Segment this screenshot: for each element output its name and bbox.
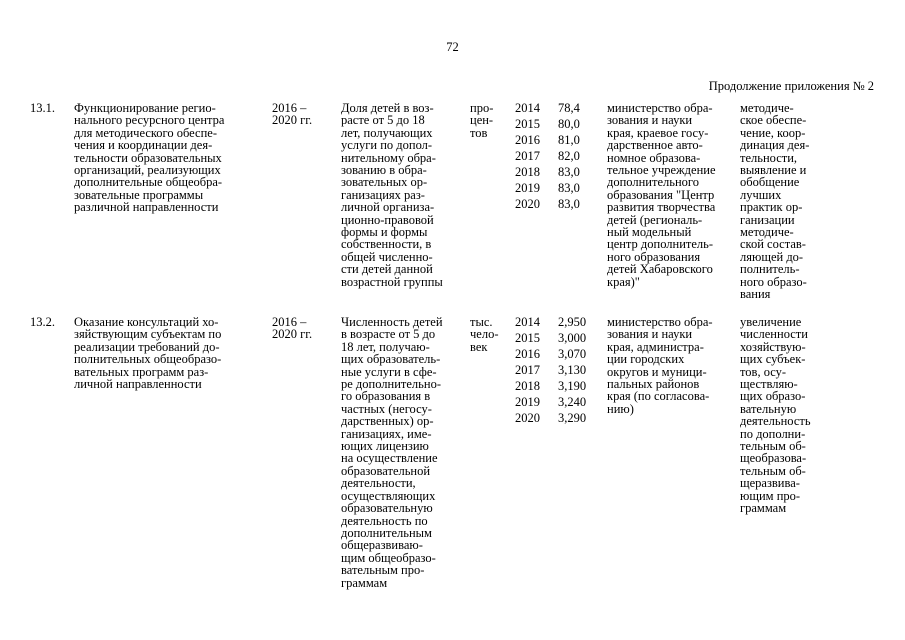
expected-result [740, 102, 840, 301]
page-number: 72 [446, 40, 459, 54]
text-line: про- [470, 101, 494, 115]
text-line: вательных программ раз- [74, 364, 209, 379]
text-line: тов [470, 125, 488, 140]
text-line: чело- [470, 327, 499, 342]
text-line: чения и координации дея- [74, 138, 213, 153]
text-line: сти детей данной [341, 262, 433, 277]
implementation-period [272, 102, 330, 127]
text-line: различной направленности [74, 200, 219, 215]
implementation-period [272, 316, 330, 341]
text-line: тельным об- [740, 439, 806, 454]
text-line: тов, осу- [740, 364, 787, 379]
text-line: 2020 гг. [272, 327, 313, 342]
responsible-executor [607, 102, 737, 288]
text-line: 2020 [515, 197, 540, 211]
text-line: практик ор- [740, 200, 803, 215]
text-line: дарственное авто- [607, 138, 703, 153]
text-line: ции городских [607, 352, 685, 367]
text-line: щим общеобразо- [341, 550, 436, 565]
text-line: края)" [607, 274, 640, 289]
text-line: образовательную [341, 501, 433, 516]
text-line: собственности, в [341, 237, 432, 252]
continuation-label: Продолжение приложения № 2 [708, 79, 874, 93]
text-line: реализации требований до- [74, 339, 220, 354]
text-line: для методического обеспе- [74, 125, 217, 140]
text-line: 2017 [515, 149, 540, 163]
text-line: зования и науки [607, 327, 693, 342]
text-line: 3,130 [558, 363, 587, 377]
text-line: щих образователь- [341, 352, 441, 367]
text-line: ганизации [740, 212, 795, 227]
text-line: 2015 [515, 117, 540, 131]
text-line: 2014 [515, 101, 540, 115]
text-line: вательным про- [341, 563, 425, 578]
text-line: 81,0 [558, 133, 580, 147]
text-line: по дополни- [740, 426, 806, 441]
text-line: деятельности, [341, 476, 416, 491]
text-line: 2017 [515, 363, 540, 377]
text-line: зяйствующим субъектам по [74, 327, 222, 342]
text-line: зования и науки [607, 113, 693, 128]
text-line: чение, коор- [740, 125, 806, 140]
measure-name [74, 316, 264, 390]
text-line: щеобразова- [740, 451, 807, 466]
text-line: 2019 [515, 395, 540, 409]
text-line: 3,070 [558, 347, 587, 361]
text-line: 2018 [515, 165, 540, 179]
text-line: лучших [740, 187, 782, 202]
indicator-name [341, 102, 461, 288]
text-line: вательную [740, 401, 797, 416]
row-number: 13.2. [30, 315, 55, 329]
text-line: в возрасте от 5 до [341, 327, 436, 342]
text-line: развития творчества [607, 200, 716, 215]
text-line: 83,0 [558, 197, 580, 211]
text-line: 2020 гг. [272, 113, 313, 128]
text-line: тельности, [740, 150, 798, 165]
text-line: края (по согласова- [607, 389, 710, 404]
text-line: 2018 [515, 379, 540, 393]
text-line: ганизациях раз- [341, 187, 425, 202]
text-line: граммам [341, 575, 388, 590]
text-line: общеразвиваю- [341, 538, 423, 553]
text-line: методиче- [740, 225, 794, 240]
text-line: граммам [740, 501, 787, 516]
text-line: увеличение [740, 315, 802, 329]
text-line: номное образова- [607, 150, 701, 165]
text-line: расте от 5 до 18 [341, 113, 425, 128]
text-line: пальных районов [607, 377, 700, 392]
row-number: 13.1. [30, 101, 55, 115]
text-line: ного образования [607, 249, 701, 264]
indicator-name [341, 316, 461, 589]
text-line: щих субъек- [740, 352, 806, 367]
text-line: личной направленности [74, 377, 202, 392]
text-line: лет, получающих [341, 125, 433, 140]
text-line: 3,240 [558, 395, 587, 409]
text-line: формы и формы [341, 225, 428, 240]
text-line: 2016 [515, 347, 540, 361]
text-line: 78,4 [558, 101, 580, 115]
text-line: дополнительные общеобра- [74, 175, 223, 190]
text-line: ющих лицензию [341, 439, 429, 454]
text-line: образовательной [341, 463, 431, 478]
text-line: 2020 [515, 411, 540, 425]
text-line: осуществляющих [341, 488, 436, 503]
unit-of-measure [470, 102, 508, 139]
text-line: общей численно- [341, 249, 433, 264]
text-line: тельным об- [740, 463, 806, 478]
text-line: 2,950 [558, 315, 587, 329]
text-line: щеразвива- [740, 476, 800, 491]
text-line: 3,000 [558, 331, 587, 345]
text-line: 2016 – [272, 315, 307, 329]
text-line: Оказание консультаций хо- [74, 315, 219, 329]
text-line: методиче- [740, 101, 794, 115]
text-line: 82,0 [558, 149, 580, 163]
text-line: Функционирование регио- [74, 101, 216, 115]
text-line: округов и муници- [607, 364, 707, 379]
text-line: деятельность по [341, 513, 428, 528]
year-list [515, 102, 551, 214]
text-line: на осуществление [341, 451, 438, 466]
text-line: министерство обра- [607, 315, 713, 329]
expected-result [740, 316, 840, 515]
text-line: ного образо- [740, 274, 807, 289]
text-line: цен- [470, 113, 494, 128]
text-line: центр дополнитель- [607, 237, 714, 252]
text-line: ской состав- [740, 237, 806, 252]
text-line: детей (региональ- [607, 212, 703, 227]
text-line: ционно-правовой [341, 212, 434, 227]
text-line: 18 лет, получаю- [341, 339, 430, 354]
text-line: ганизациях, име- [341, 426, 432, 441]
text-line: услуги по допол- [341, 138, 433, 153]
text-line: края, краевое госу- [607, 125, 709, 140]
text-line: щих образо- [740, 389, 806, 404]
text-line: полнительных общеобразо- [74, 352, 222, 367]
text-line: личной организа- [341, 200, 435, 215]
text-line: частных (негосу- [341, 401, 432, 416]
text-line: Доля детей в воз- [341, 101, 434, 115]
text-line: 3,190 [558, 379, 587, 393]
text-line: детей Хабаровского [607, 262, 713, 277]
text-line: выявление и [740, 163, 807, 178]
text-line: деятельность [740, 414, 811, 429]
text-line: нального ресурсного центра [74, 113, 225, 128]
text-line: век [470, 339, 488, 354]
text-line: Численность детей [341, 315, 443, 329]
text-line: организаций, реализующих [74, 163, 221, 178]
text-line: тельности образовательных [74, 150, 222, 165]
text-line: нительному обра- [341, 150, 436, 165]
value-list [558, 316, 598, 428]
text-line: зовательные программы [74, 187, 204, 202]
text-line: тельное учреждение [607, 163, 716, 178]
unit-of-measure [470, 316, 508, 353]
text-line: хозяйствую- [740, 339, 806, 354]
text-line: вания [740, 287, 771, 302]
text-line: возрастной группы [341, 274, 443, 289]
text-line: 83,0 [558, 181, 580, 195]
text-line: 2016 – [272, 101, 307, 115]
measure-name [74, 102, 264, 214]
text-line: динация дея- [740, 138, 810, 153]
text-line: образования "Центр [607, 187, 715, 202]
text-line: 2014 [515, 315, 540, 329]
text-line: зованию в обра- [341, 163, 427, 178]
text-line: 3,290 [558, 411, 587, 425]
text-line: тыс. [470, 315, 493, 329]
text-line: зовательных ор- [341, 175, 428, 190]
text-line: нию) [607, 401, 634, 416]
text-line: 83,0 [558, 165, 580, 179]
text-line: ющим про- [740, 488, 801, 503]
text-line: полнитель- [740, 262, 800, 277]
value-list [558, 102, 598, 214]
text-line: 80,0 [558, 117, 580, 131]
text-line: численности [740, 327, 808, 342]
text-line: министерство обра- [607, 101, 713, 115]
text-line: края, администра- [607, 339, 704, 354]
text-line: 2015 [515, 331, 540, 345]
text-line: ляющей до- [740, 249, 804, 264]
text-line: обобщение [740, 175, 800, 190]
text-line: дополнительным [341, 525, 432, 540]
text-line: ные услуги в сфе- [341, 364, 437, 379]
text-line: 2016 [515, 133, 540, 147]
text-line: дополнительного [607, 175, 699, 190]
text-line: ское обеспе- [740, 113, 807, 128]
text-line: ный модельный [607, 225, 692, 240]
text-line: ре дополнительно- [341, 377, 441, 392]
text-line: дарственных) ор- [341, 414, 434, 429]
text-line: го образования в [341, 389, 431, 404]
text-line: 2019 [515, 181, 540, 195]
year-list [515, 316, 551, 428]
text-line: ществляю- [740, 377, 798, 392]
responsible-executor [607, 316, 737, 415]
